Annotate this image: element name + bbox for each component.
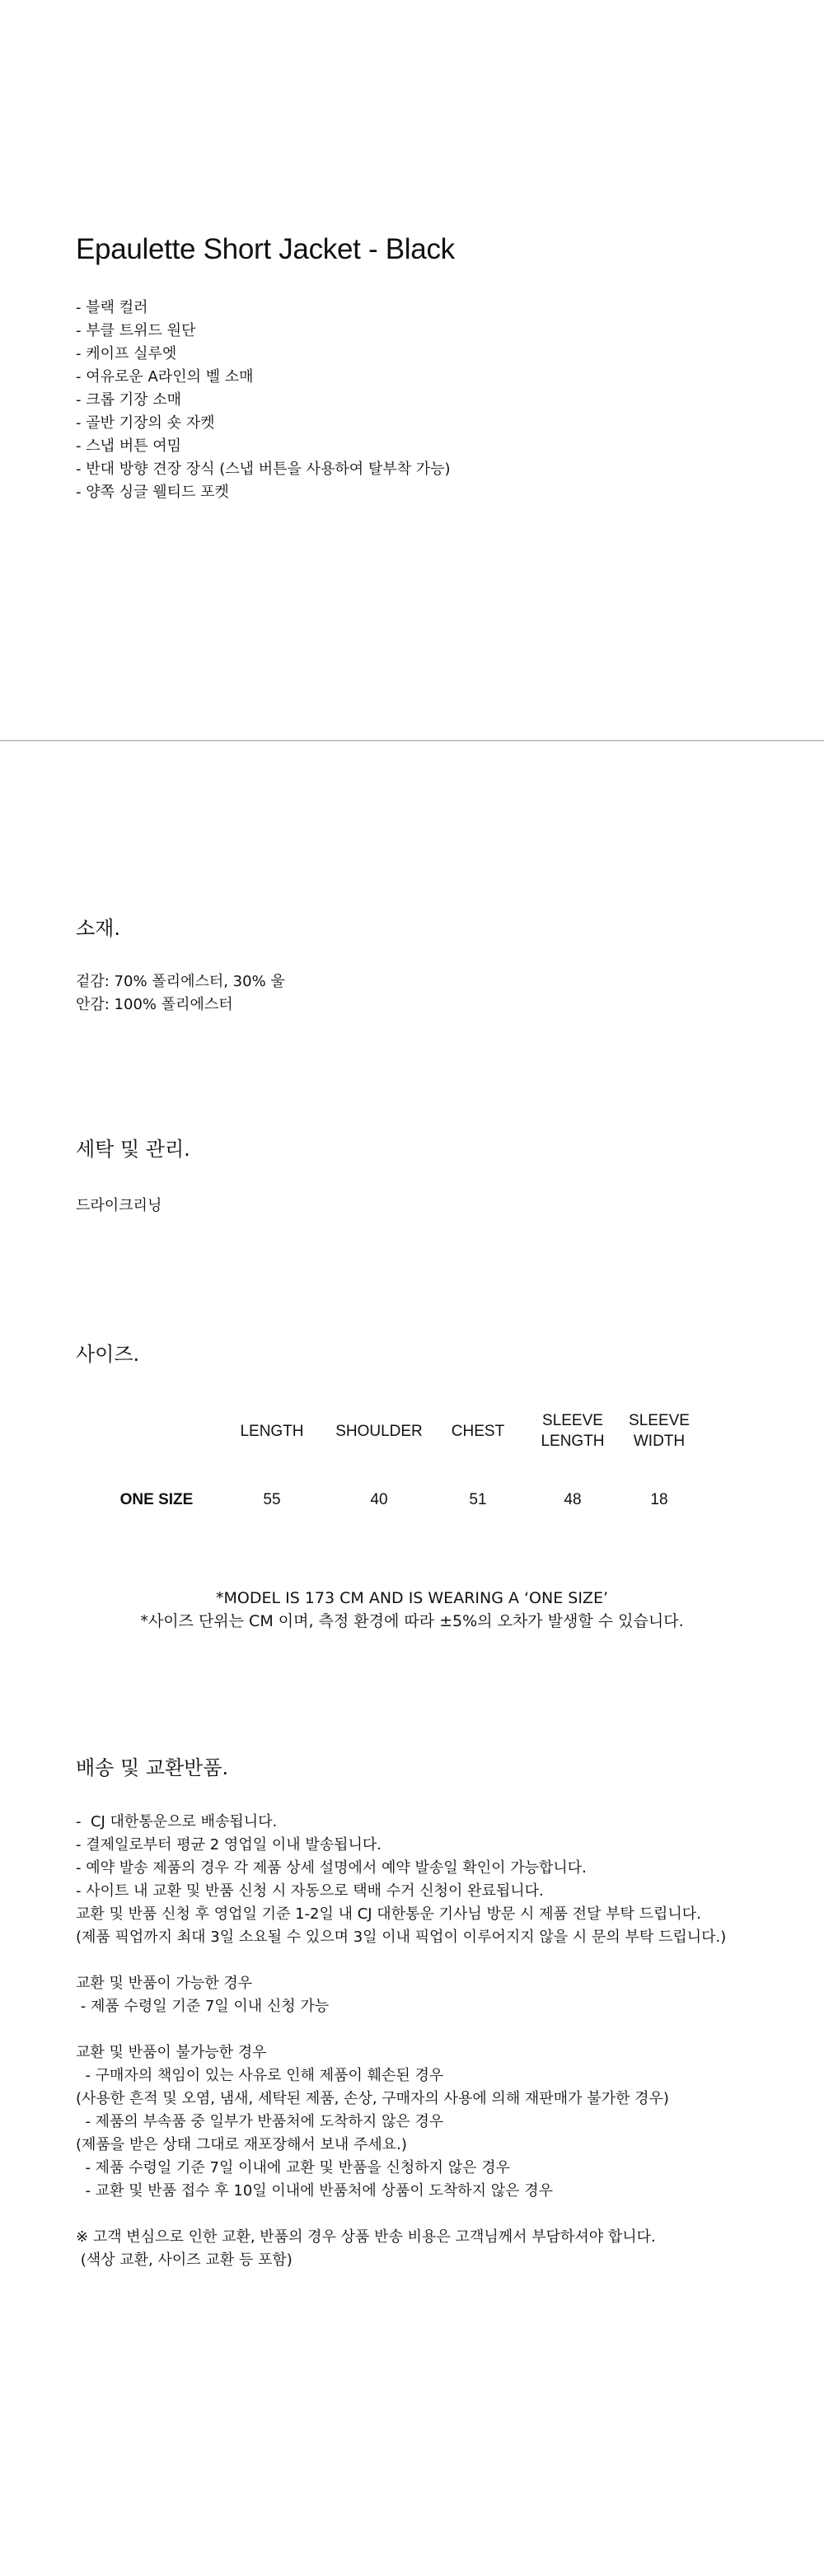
shipping-line: - 사이트 내 교환 및 반품 신청 시 자동으로 택배 수거 신청이 완료됩니다. <box>76 1882 544 1900</box>
shipping-line: (제품을 받은 상태 그대로 재포장해서 보내 주세요.) <box>76 2136 407 2153</box>
shipping-line: - 제품의 부속품 중 일부가 반품처에 도착하지 않은 경우 <box>76 2113 444 2130</box>
care-line: 드라이크리닝 <box>76 1197 162 1214</box>
material-heading: 소재. <box>76 917 120 940</box>
feature-item: - 블랙 컬러 <box>76 299 148 316</box>
shipping-line: (색상 교환, 사이즈 교환 등 포함) <box>76 2251 293 2269</box>
shipping-line: ※ 고객 변심으로 인한 교환, 반품의 경우 상품 반송 비용은 고객님께서 부담하셔야 합니다. <box>76 2228 656 2246</box>
size-col-sleeve-length: SLEEVE LENGTH <box>541 1412 605 1450</box>
material-line: 겉감: 70% 폴리에스터, 30% 울 <box>76 973 285 990</box>
shipping-line: 교환 및 반품 신청 후 영업일 기준 1-2일 내 CJ 대한통운 기사님 방문 시 제품 전달 부탁 드립니다. <box>76 1905 701 1923</box>
feature-list <box>76 297 451 504</box>
shipping-line: - 제품 수령일 기준 7일 이내에 교환 및 반품을 신청하지 않은 경우 <box>76 2159 511 2176</box>
feature-item: - 부클 트위드 원단 <box>76 322 196 339</box>
size-value-length: 55 <box>263 1491 281 1508</box>
shipping-line: 교환 및 반품이 불가능한 경우 <box>76 2044 267 2061</box>
size-value-sleeve-width: 18 <box>650 1491 668 1508</box>
feature-item: - 스냅 버튼 여밈 <box>76 437 181 455</box>
care-heading: 세탁 및 관리. <box>76 1138 190 1161</box>
size-heading: 사이즈. <box>76 1343 140 1366</box>
size-col-length: LENGTH <box>240 1422 304 1440</box>
shipping-line: - CJ 대한통운으로 배송됩니다. <box>76 1813 278 1830</box>
size-col-sleeve-width: SLEEVE WIDTH <box>629 1412 690 1450</box>
feature-item: - 크롭 기장 소매 <box>76 391 181 409</box>
feature-item: - 양쪽 싱글 웰티드 포켓 <box>76 484 229 501</box>
size-value-shoulder: 40 <box>370 1491 388 1508</box>
shipping-line: - 제품 수령일 기준 7일 이내 신청 가능 <box>76 1998 330 2015</box>
size-notes <box>0 1587 824 1633</box>
feature-item: - 케이프 실루엣 <box>76 345 177 362</box>
care-text <box>76 1194 162 1218</box>
size-tolerance-note: *사이즈 단위는 CM 이며, 측정 환경에 따라 ±5%의 오차가 발생할 수 있습니다. <box>140 1612 684 1630</box>
shipping-line <box>76 1949 726 1972</box>
size-col-chest: CHEST <box>451 1422 505 1440</box>
shipping-line: (사용한 흔적 및 오염, 냄새, 세탁된 제품, 손상, 구매자의 사용에 의해 재판매가 불가한 경우) <box>76 2090 669 2107</box>
size-col-shoulder: SHOULDER <box>335 1422 423 1440</box>
feature-item: - 골반 기장의 숏 자켓 <box>76 414 215 432</box>
feature-item: - 반대 방향 견장 장식 (스냅 버튼을 사용하여 탈부착 가능) <box>76 461 451 478</box>
shipping-line: - 구매자의 책임이 있는 사유로 인해 제품이 훼손된 경우 <box>76 2067 444 2084</box>
size-value-sleeve-length: 48 <box>564 1491 582 1508</box>
shipping-text <box>76 1811 726 2272</box>
section-divider <box>0 740 824 741</box>
shipping-line: - 결제일로부터 평균 2 영업일 이내 발송됩니다. <box>76 1836 382 1854</box>
material-line: 안감: 100% 폴리에스터 <box>76 996 233 1013</box>
shipping-line: - 예약 발송 제품의 경우 각 제품 상세 설명에서 예약 발송일 확인이 가능합니다. <box>76 1859 587 1877</box>
model-note: *MODEL IS 173 CM AND IS WEARING A ‘ONE SIZE’ <box>216 1589 608 1607</box>
shipping-line: 교환 및 반품이 가능한 경우 <box>76 1975 253 1992</box>
size-row-label: ONE SIZE <box>119 1491 194 1508</box>
size-table <box>0 1409 824 1524</box>
product-title: Epaulette Short Jacket - Black <box>76 233 455 265</box>
shipping-line <box>76 2203 726 2226</box>
size-value-chest: 51 <box>469 1491 487 1508</box>
material-text <box>76 970 285 1017</box>
shipping-line: (제품 픽업까지 최대 3일 소요될 수 있으며 3일 이내 픽업이 이루어지지 않을 시 문의 부탁 드립니다.) <box>76 1928 727 1946</box>
shipping-line <box>76 2018 726 2041</box>
shipping-line: - 교환 및 반품 접수 후 10일 이내에 반품처에 상품이 도착하지 않은 경우 <box>76 2182 553 2200</box>
feature-item: - 여유로운 A라인의 벨 소매 <box>76 368 254 386</box>
shipping-heading: 배송 및 교환반품. <box>76 1756 229 1779</box>
